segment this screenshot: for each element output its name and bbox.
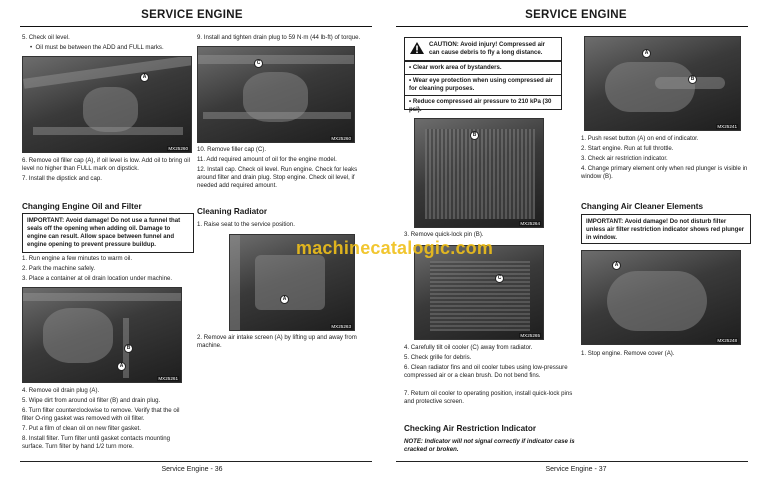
step-1-push-reset: 1. Push reset button (A) on end of indicator. (581, 135, 699, 142)
step-6-turn-filter: 6. Turn filter counterclockwise to remove. Verify that the oil filter O-ring gasket was removed with oil filter. (22, 407, 180, 422)
caution-header (405, 38, 561, 61)
step-5-check-oil: 5. Check oil level. (22, 34, 70, 41)
callout-b: B (688, 75, 697, 84)
step-1-remove-cover: 1. Stop engine. Remove cover (A). (581, 350, 675, 357)
step-7-install-dipstick: 7. Install the dipstick and cap. (22, 175, 102, 182)
step-2-remove-screen: 2. Remove air intake screen (A) by lifting up and away from machine. (197, 334, 357, 349)
photo-oil-filler-cap (22, 56, 192, 153)
page-footer: Service Engine - 37 (545, 466, 607, 473)
step-3-container: 3. Place a container at oil drain location under machine. (22, 275, 173, 282)
photo-air-cleaner-cover (581, 250, 741, 345)
section-title-oil-filter: Changing Engine Oil and Filter (22, 202, 142, 211)
caution-title: CAUTION: Avoid injury! Compressed air can cause debris to fly a long distance. (429, 41, 546, 56)
photo-caption: MX25261 (158, 376, 178, 381)
step-4-drain-plug: 4. Remove oil drain plug (A). (22, 387, 100, 394)
callout-c: C (495, 274, 504, 283)
bullet-icon: • (30, 44, 36, 51)
step-2-start-engine: 2. Start engine. Run at full throttle. (581, 145, 674, 152)
step-6-clean-fins: 6. Clean radiator fins and oil cooler tubes using low-pressure compressed air or a clean brush. Do not bend fins. (404, 364, 568, 379)
page-header-title: SERVICE ENGINE (525, 9, 627, 21)
photo-caption: MX25260 (331, 136, 351, 141)
step-2-park: 2. Park the machine safely. (22, 265, 96, 272)
photo-oil-drain (22, 287, 182, 383)
step-9-drain-plug-torque: 9. Install and tighten drain plug to 59 N·m (44 lb-ft) of torque. (197, 34, 361, 41)
callout-a: A (612, 261, 621, 270)
callout-a: A (117, 362, 126, 371)
header-rule (20, 26, 372, 27)
important-notice-filter: IMPORTANT: Avoid damage! Do not disturb filter unless air filter restriction indicator shows red plunger in window. (581, 214, 751, 244)
step-8-install-filter: 8. Install filter. Turn filter until gasket contacts mounting surface. Turn filter by hand 1/2 turn more. (22, 435, 171, 450)
photo-quick-lock-pin (414, 118, 544, 228)
header-rule (396, 26, 748, 27)
step-11-add-oil: 11. Add required amount of oil for the engine model. (197, 156, 337, 163)
photo-caption: MX25263 (331, 324, 351, 329)
bullet-text: Oil must be between the ADD and FULL marks. (35, 44, 164, 51)
callout-a: A (280, 295, 289, 304)
caution-box (404, 37, 562, 113)
callout-b: B (470, 131, 479, 140)
photo-restriction-indicator (584, 36, 741, 131)
callout-b: B (124, 344, 133, 353)
callout-a: A (140, 73, 149, 82)
photo-caption: MX25260 (168, 146, 188, 151)
step-1-raise-seat: 1. Raise seat to the service position. (197, 221, 295, 228)
step-4-tilt-cooler: 4. Carefully tilt oil cooler (C) away from radiator. (404, 344, 533, 351)
callout-a: A (642, 49, 651, 58)
note-indicator: NOTE: Indicator will not signal correctly if indicator case is cracked or broken. (404, 438, 575, 453)
section-title-air-cleaner: Changing Air Cleaner Elements (581, 202, 704, 211)
photo-caption: MX25265 (520, 333, 540, 338)
step-3-quick-lock-pin: 3. Remove quick-lock pin (B). (404, 231, 484, 238)
callout-c: C (254, 59, 263, 68)
footer-rule (20, 461, 372, 462)
photo-caption: MX25241 (717, 124, 737, 129)
page-footer: Service Engine - 36 (161, 466, 223, 473)
step-4-change-element: 4. Change primary element only when red plunger is visible in window (B). (581, 165, 748, 180)
warning-triangle-icon (409, 41, 425, 55)
step-6-remove-cap: 6. Remove oil filler cap (A), if oil level is low. Add oil to bring oil level no higher than FULL mark on dipstick. (22, 157, 190, 172)
footer-rule (396, 461, 748, 462)
section-title-air-restriction: Checking Air Restriction Indicator (404, 424, 537, 433)
step-7-film-oil: 7. Put a film of clean oil on new filter gasket. (22, 425, 141, 432)
caution-item-2: • Wear eye protection when using compressed air for cleaning purposes. (405, 74, 561, 95)
photo-caption: MX25248 (717, 338, 737, 343)
bullet-oil-level (30, 44, 192, 52)
photo-caption: MX25264 (520, 221, 540, 226)
step-5-wipe-dirt: 5. Wipe dirt from around oil filter (B) and drain plug. (22, 397, 161, 404)
step-5-check-grille: 5. Check grille for debris. (404, 354, 472, 361)
step-12-install-cap: 12. Install cap. Check oil level. Run engine. Check for leaks around filter and drain plug. Stop engine. Check oil level, if needed add required amount. (197, 166, 358, 189)
watermark-text: machinecatalogic.com (296, 238, 494, 258)
step-7-return-cooler: 7. Return oil cooler to operating position, install quick-lock pins and protective screen. (404, 390, 573, 405)
section-title-radiator: Cleaning Radiator (197, 207, 268, 216)
page-header-title: SERVICE ENGINE (141, 9, 243, 21)
photo-oil-cooler (414, 245, 544, 340)
step-10-remove-filler-cap: 10. Remove filler cap (C). (197, 146, 267, 153)
caution-item-1: • Clear work area of bystanders. (405, 61, 561, 74)
step-1-warm-oil: 1. Run engine a few minutes to warm oil. (22, 255, 133, 262)
step-3-check-indicator: 3. Check air restriction indicator. (581, 155, 668, 162)
photo-filler-cap (197, 46, 355, 143)
important-notice-funnel: IMPORTANT: Avoid damage! Do not use a funnel that seals off the opening when adding oil. Damage to engine can result. Allow space between funnel and engine opening to prevent pressure buildup. (22, 213, 194, 253)
caution-item-3: • Reduce compressed air pressure to 210 kPa (30 psi). (405, 95, 561, 116)
